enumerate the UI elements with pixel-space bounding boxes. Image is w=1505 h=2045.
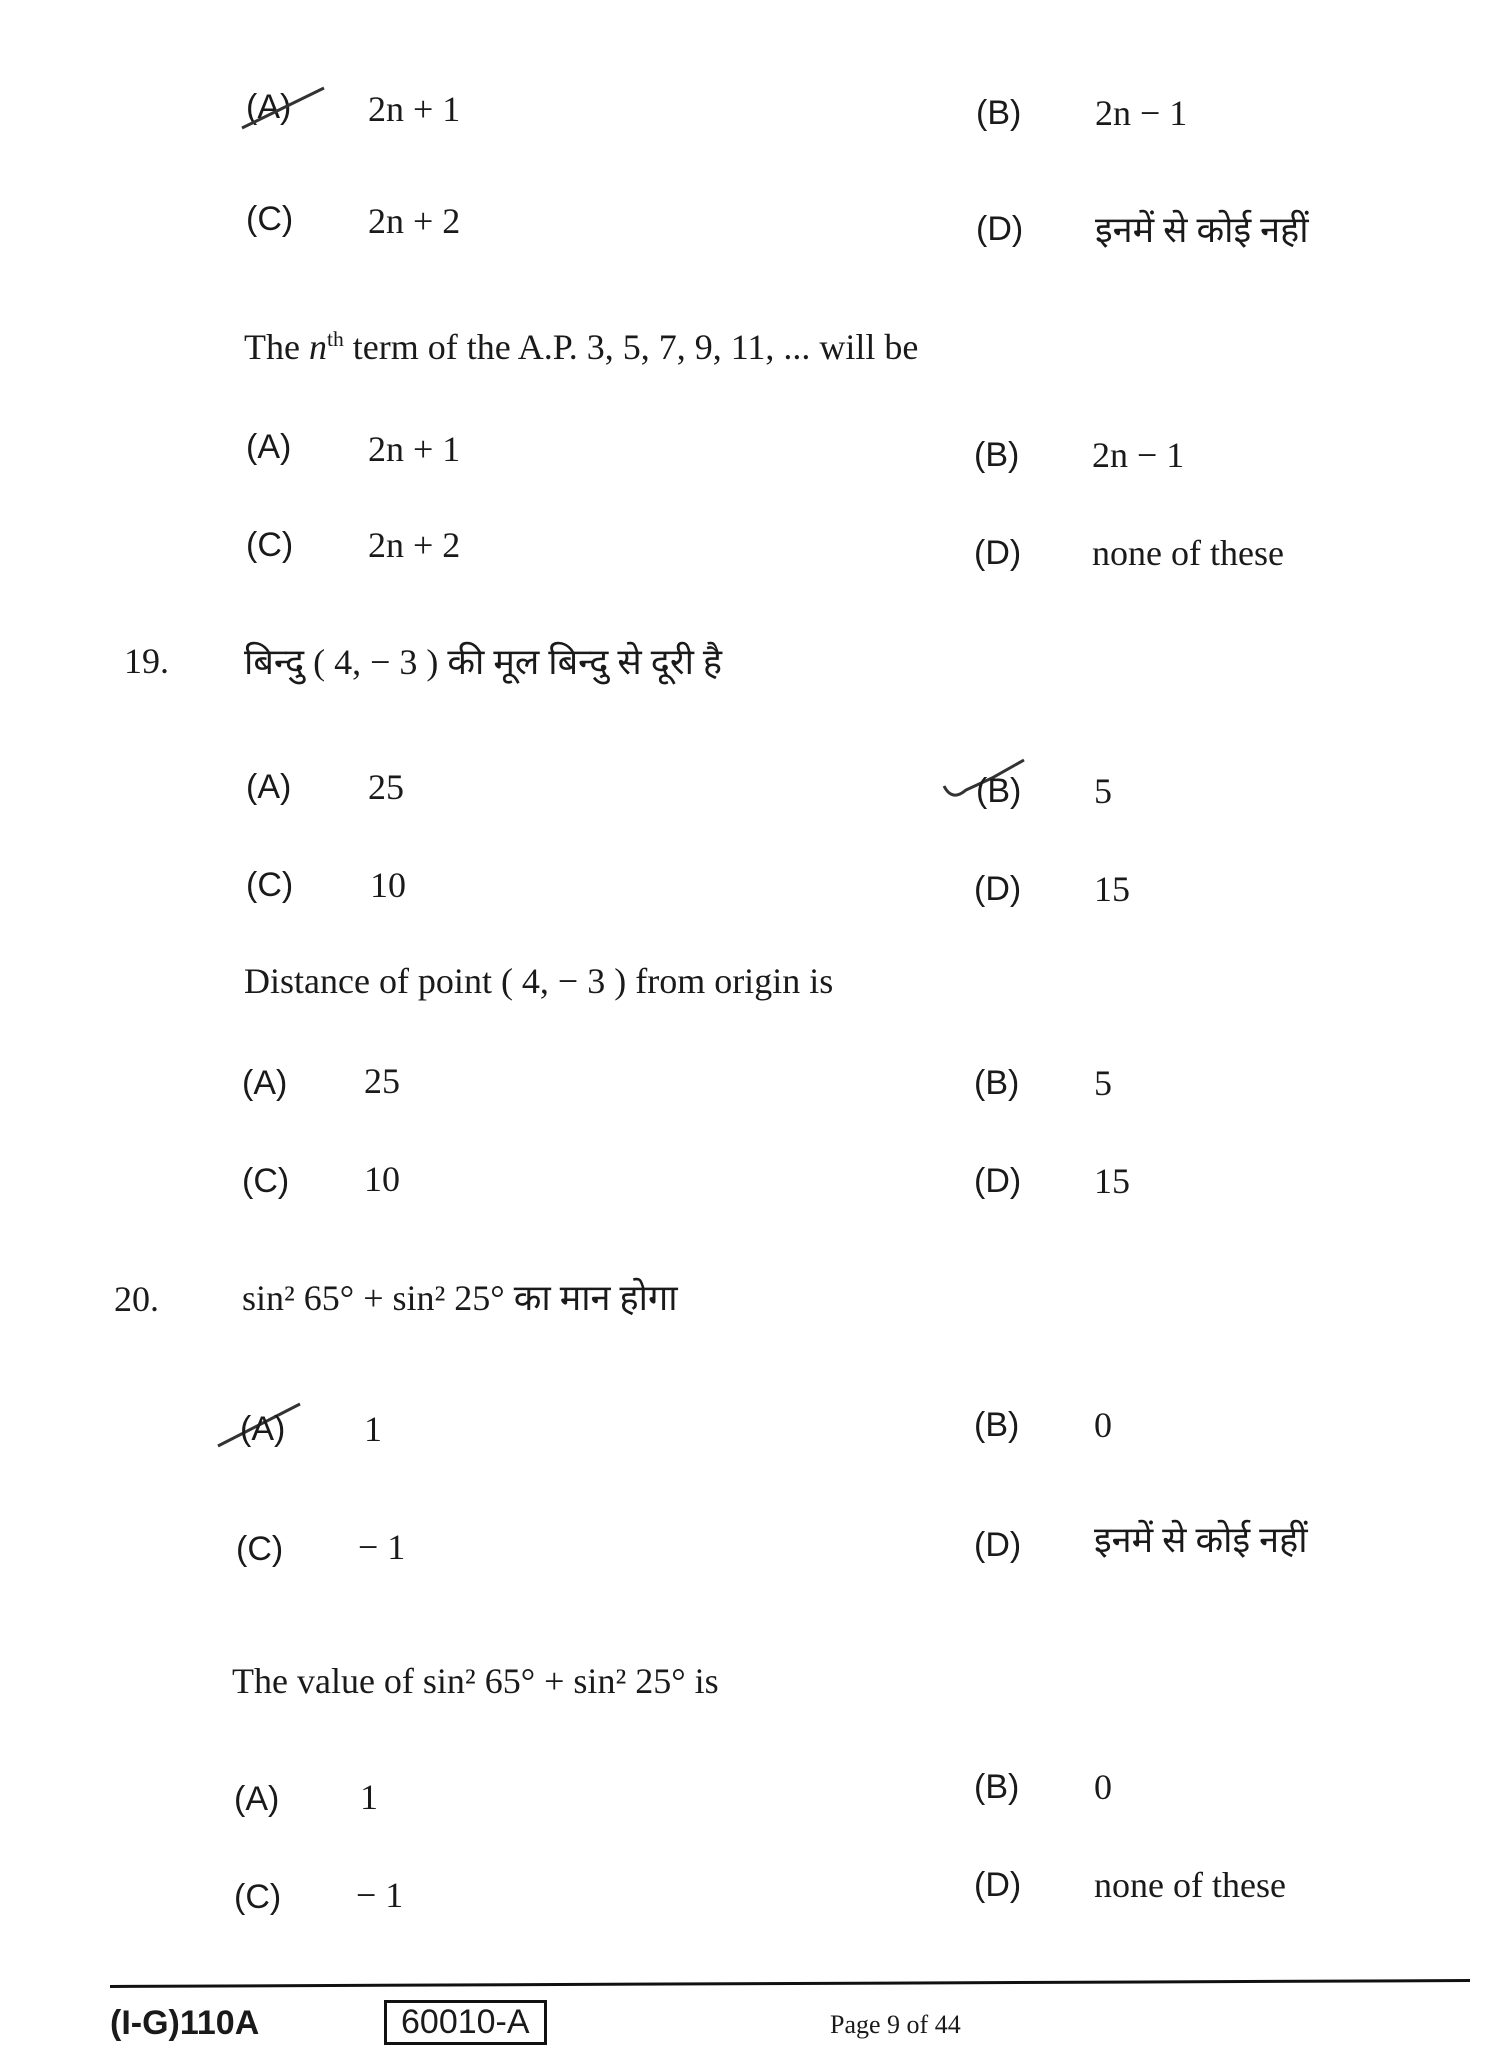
question-text bbox=[242, 1272, 678, 1321]
option-value: 2n + 1 bbox=[368, 429, 461, 469]
option-label: (A) bbox=[234, 1780, 280, 1818]
question-prefix: The bbox=[244, 327, 309, 367]
option-value: इनमें से कोई नहीं bbox=[1095, 210, 1309, 250]
question-suffix: का मान होगा bbox=[504, 1278, 678, 1318]
footer-divider bbox=[110, 1979, 1470, 1988]
option-value: 1 bbox=[360, 1777, 378, 1817]
option-value: − 1 bbox=[358, 1527, 406, 1567]
option-label: (B) bbox=[974, 1406, 1020, 1444]
question-suffix: is bbox=[685, 1661, 719, 1701]
option-value: 25 bbox=[364, 1061, 400, 1101]
option-label: (D) bbox=[976, 210, 1024, 248]
option-label: (D) bbox=[974, 534, 1022, 572]
question-superscript: th bbox=[326, 327, 344, 351]
option-value: 0 bbox=[1094, 1405, 1112, 1445]
option-value: 2n − 1 bbox=[1092, 435, 1185, 475]
option-value: 15 bbox=[1094, 1161, 1130, 1201]
question-suffix: term of the A.P. 3, 5, 7, 9, 11, ... will be bbox=[343, 327, 919, 367]
option-label: (A) bbox=[246, 768, 292, 806]
option-label: (B) bbox=[976, 772, 1022, 810]
option-label: (A) bbox=[246, 428, 292, 466]
question-text: बिन्दु ( 4, − 3 ) की मूल बिन्दु से दूरी है bbox=[244, 642, 723, 682]
question-math: sin² 65° + sin² 25° bbox=[242, 1278, 505, 1318]
page-number: Page 9 of 44 bbox=[830, 2010, 961, 2039]
option-value: 5 bbox=[1094, 771, 1112, 811]
option-label: (C) bbox=[236, 1530, 284, 1568]
option-value: none of these bbox=[1094, 1865, 1286, 1905]
question-text: Distance of point ( 4, − 3 ) from origin is bbox=[244, 961, 834, 1001]
option-label: (D) bbox=[974, 870, 1022, 908]
option-label: (A) bbox=[242, 1064, 288, 1102]
option-label: (D) bbox=[974, 1526, 1022, 1564]
option-label: (C) bbox=[246, 866, 294, 904]
option-value: 10 bbox=[370, 865, 406, 905]
option-label: (C) bbox=[234, 1878, 282, 1916]
option-value: 1 bbox=[364, 1409, 382, 1449]
option-label: (B) bbox=[974, 1768, 1020, 1806]
question-prefix: The value of bbox=[232, 1661, 423, 1701]
option-label: (A) bbox=[246, 88, 292, 126]
question-variable: n bbox=[308, 327, 327, 367]
option-label: (B) bbox=[974, 436, 1020, 474]
option-value: 2n + 1 bbox=[368, 89, 461, 129]
option-value: − 1 bbox=[356, 1875, 404, 1915]
option-label: (C) bbox=[242, 1162, 290, 1200]
option-value: 15 bbox=[1094, 869, 1130, 909]
option-value: 5 bbox=[1094, 1063, 1112, 1103]
option-value: 0 bbox=[1094, 1767, 1112, 1807]
option-label: (D) bbox=[974, 1866, 1022, 1904]
question-text bbox=[244, 326, 918, 368]
option-label: (A) bbox=[240, 1410, 286, 1448]
option-label: (C) bbox=[246, 526, 294, 564]
option-label: (C) bbox=[246, 200, 294, 238]
question-number: 20. bbox=[114, 1279, 159, 1319]
question-number: 19. bbox=[124, 641, 169, 681]
option-value: 2n − 1 bbox=[1095, 93, 1188, 133]
option-label: (B) bbox=[976, 94, 1022, 132]
paper-code: (I-G)110A bbox=[110, 2004, 260, 2042]
option-label: (D) bbox=[974, 1162, 1022, 1200]
option-value: इनमें से कोई नहीं bbox=[1094, 1520, 1308, 1560]
booklet-code-box: 60010-A bbox=[384, 2000, 547, 2045]
option-value: 25 bbox=[368, 767, 404, 807]
option-value: 2n + 2 bbox=[368, 201, 461, 241]
option-value: none of these bbox=[1092, 533, 1284, 573]
option-label: (B) bbox=[974, 1064, 1020, 1102]
option-value: 10 bbox=[364, 1159, 400, 1199]
question-math: sin² 65° + sin² 25° bbox=[422, 1661, 686, 1701]
question-text bbox=[232, 1660, 719, 1702]
option-value: 2n + 2 bbox=[368, 525, 461, 565]
